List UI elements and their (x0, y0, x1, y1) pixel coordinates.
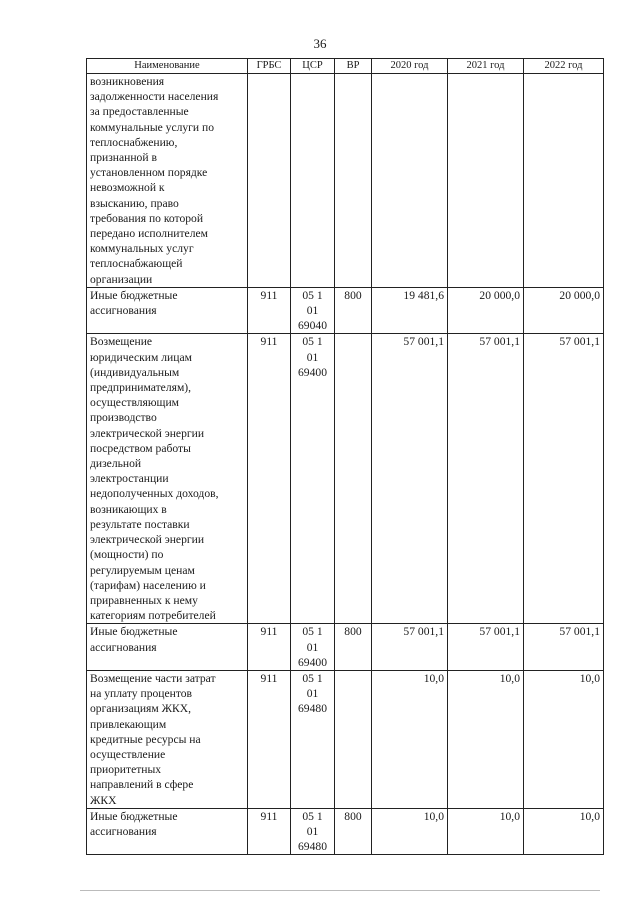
row-name: Иные бюджетные ассигнования (87, 808, 248, 855)
row-2021: 57 001,1 (448, 624, 524, 671)
row-2022: 20 000,0 (524, 287, 604, 334)
table-row (87, 670, 604, 808)
row-csr: 05 1 01 69400 (291, 334, 335, 624)
header-name: Наименование (87, 59, 248, 74)
row-grbs: 911 (248, 334, 291, 624)
row-grbs: 911 (248, 624, 291, 671)
row-csr: 05 1 01 69040 (291, 287, 335, 334)
row-2022: 10,0 (524, 670, 604, 808)
budget-table (86, 58, 604, 855)
row-2020: 57 001,1 (372, 334, 448, 624)
row-2020: 19 481,6 (372, 287, 448, 334)
header-grbs: ГРБС (248, 59, 291, 74)
row-name: Возмещение части затрат на уплату процентов организациям ЖКХ, привлекающим кредитные ресурсы на осуществление приоритетных направлений в сфере ЖКХ (87, 670, 248, 808)
row-2022: 57 001,1 (524, 624, 604, 671)
table-row (87, 287, 604, 334)
row-2020 (372, 74, 448, 288)
row-vr (335, 670, 372, 808)
header-2021: 2021 год (448, 59, 524, 74)
table-row (87, 808, 604, 855)
page-bottom-edge (80, 890, 600, 891)
row-csr: 05 1 01 69480 (291, 808, 335, 855)
row-2022 (524, 74, 604, 288)
row-2021: 57 001,1 (448, 334, 524, 624)
row-name: Иные бюджетные ассигнования (87, 287, 248, 334)
row-vr: 800 (335, 808, 372, 855)
header-vr: ВР (335, 59, 372, 74)
row-2021: 10,0 (448, 670, 524, 808)
row-grbs: 911 (248, 670, 291, 808)
row-grbs: 911 (248, 287, 291, 334)
row-name: Иные бюджетные ассигнования (87, 624, 248, 671)
row-csr: 05 1 01 69480 (291, 670, 335, 808)
row-2020: 10,0 (372, 670, 448, 808)
row-csr (291, 74, 335, 288)
row-name: возникновения задолженности населения за предоставленные коммунальные услуги по теплоснабжению, признанной в установленном порядке невозможной к взысканию, право требования по которой передано исполнителем коммунальных услуг теплоснабжающей организации (87, 74, 248, 288)
table-header-row (87, 59, 604, 74)
row-2021 (448, 74, 524, 288)
row-grbs (248, 74, 291, 288)
header-2022: 2022 год (524, 59, 604, 74)
row-2022: 57 001,1 (524, 334, 604, 624)
row-2022: 10,0 (524, 808, 604, 855)
row-vr (335, 334, 372, 624)
row-2020: 10,0 (372, 808, 448, 855)
table-row (87, 624, 604, 671)
row-grbs: 911 (248, 808, 291, 855)
page-number: 36 (313, 36, 327, 51)
row-2020: 57 001,1 (372, 624, 448, 671)
header-2020: 2020 год (372, 59, 448, 74)
row-name: Возмещение юридическим лицам (индивидуальным предпринимателям), осуществляющим производство электрической энергии посредством работы дизельной электростанции недополученных доходов, возникающих в результате поставки электрической энергии (мощности) по регулируемым ценам (тарифам) населению и приравненных к нему категориям потребителей (87, 334, 248, 624)
table-row (87, 74, 604, 288)
row-2021: 10,0 (448, 808, 524, 855)
row-vr: 800 (335, 624, 372, 671)
row-2021: 20 000,0 (448, 287, 524, 334)
row-vr (335, 74, 372, 288)
header-csr: ЦСР (291, 59, 335, 74)
row-csr: 05 1 01 69400 (291, 624, 335, 671)
table-row (87, 334, 604, 624)
row-vr: 800 (335, 287, 372, 334)
